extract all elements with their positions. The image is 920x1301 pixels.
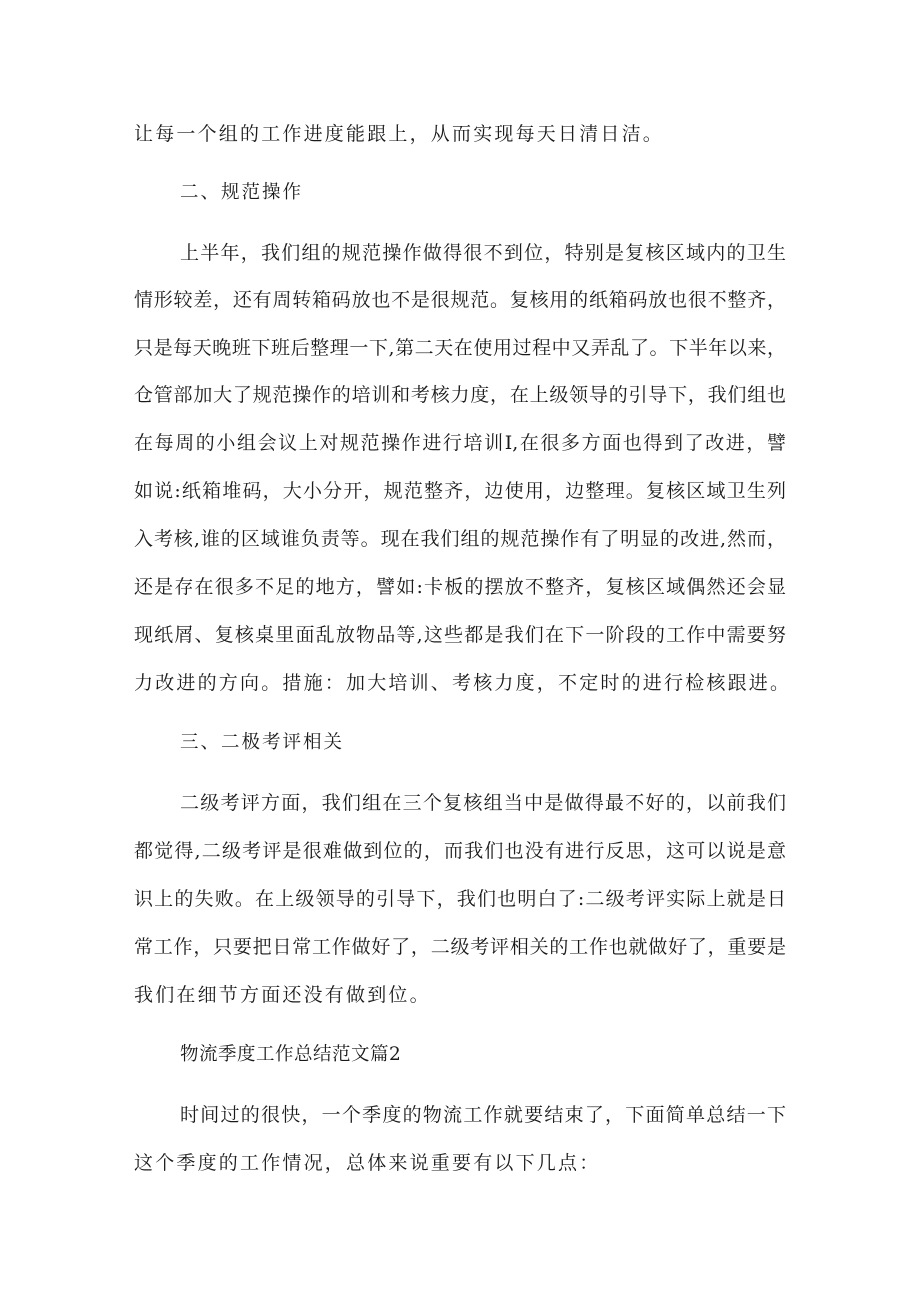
section-heading: 二、规范操作 bbox=[180, 182, 304, 203]
section-heading: 三、二极考评相关 bbox=[180, 732, 345, 753]
text-line: 如说:纸箱堆码，大小分开，规范整齐，边使用，边整理。复核区域卫生列 bbox=[134, 480, 786, 502]
text-line: 在每周的小组会议上对规范操作进行培训I,在很多方面也得到了改进，譬 bbox=[134, 432, 786, 454]
text-line: 常工作，只要把日常工作做好了，二级考评相关的工作也就做好了，重要是 bbox=[134, 936, 786, 958]
text-line: 都觉得,二级考评是很难做到位的，而我们也没有进行反思，这可以说是意 bbox=[134, 840, 786, 862]
text-line: 识上的失败。在上级领导的引导下，我们也明白了:二级考评实际上就是日 bbox=[134, 888, 786, 910]
text-line: 仓管部加大了规范操作的培训和考核力度，在上级领导的引导下，我们组也 bbox=[134, 384, 786, 406]
text-line: 时间过的很快，一个季度的物流工作就要结束了，下面简单总结一下 bbox=[180, 1104, 786, 1126]
text-line: 让每一个组的工作进度能跟上，从而实现每天日清日洁。 bbox=[134, 123, 665, 145]
text-line: 我们在细节方面还没有做到位。 bbox=[134, 984, 431, 1006]
text-line: 还是存在很多不足的地方，譬如:卡板的摆放不整齐，复核区域偶然还会显 bbox=[134, 576, 786, 598]
text-line: 力改进的方向。措施：加大培训、考核力度，不定时的进行检核跟进。 bbox=[134, 672, 792, 694]
text-line: 二级考评方面，我们组在三个复核组当中是做得最不好的，以前我们 bbox=[180, 792, 786, 814]
text-line: 上半年，我们组的规范操作做得很不到位，特别是复核区域内的卫生 bbox=[180, 242, 786, 264]
text-line: 只是每天晚班下班后整理一下,第二天在使用过程中又弄乱了。下半年以来， bbox=[134, 337, 786, 359]
text-line: 情形较差，还有周转箱码放也不是很规范。复核用的纸箱码放也很不整齐， bbox=[134, 289, 786, 311]
text-line: 入考核,谁的区域谁负责等。现在我们组的规范操作有了明显的改进,然而， bbox=[134, 528, 786, 550]
text-line: 现纸屑、复核桌里面乱放物品等,这些都是我们在下一阶段的工作中需要努 bbox=[134, 624, 786, 646]
article-title: 物流季度工作总结范文篇2 bbox=[180, 1044, 402, 1065]
text-line: 这个季度的工作情况，总体来说重要有以下几点： bbox=[134, 1152, 601, 1174]
